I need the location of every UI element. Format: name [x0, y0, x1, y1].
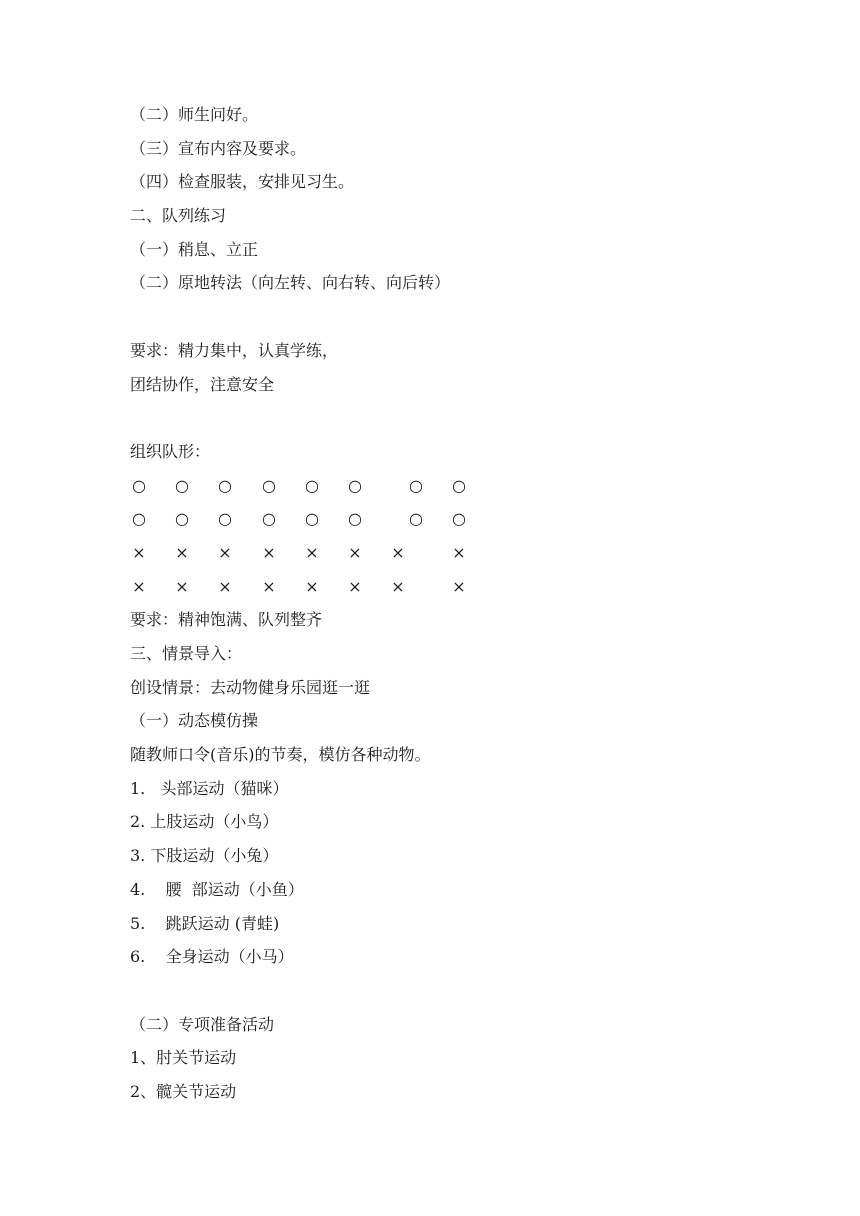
formation-cross-mark: ×: [218, 576, 232, 596]
formation-circle-mark: ○: [305, 475, 319, 495]
formation-cross-mark: ×: [175, 542, 189, 562]
requirement-line: 要求：精力集中，认真学练，: [130, 340, 339, 360]
formation-circle-mark: ○: [348, 475, 362, 495]
formation-cross-mark: ×: [218, 542, 232, 562]
blank-line: [130, 401, 730, 435]
text-line: 随教师口令(音乐)的节奏，模仿各种动物。: [130, 745, 431, 765]
formation-circle-mark: ○: [132, 475, 146, 495]
formation-cross-mark: ×: [391, 576, 405, 596]
list-item: 3. 下肢运动（小兔）: [130, 846, 279, 866]
formation-circle-mark: ○: [175, 509, 189, 529]
formation-diagram: [130, 469, 730, 604]
formation-cross-mark: ×: [305, 576, 319, 596]
list-item: 6. 全身运动（小马）: [130, 947, 294, 967]
formation-cross-mark: ×: [305, 542, 319, 562]
formation-cross-mark: ×: [132, 542, 146, 562]
formation-row: [130, 502, 730, 536]
formation-circle-mark: ○: [262, 475, 276, 495]
requirement-line: 团结协作，注意安全: [130, 374, 275, 394]
formation-circle-mark: ○: [132, 509, 146, 529]
text-line: （二）原地转法（向左转、向右转、向后转）: [130, 273, 451, 293]
subsection-heading: （一）动态模仿操: [130, 711, 259, 731]
formation-row: [130, 469, 730, 503]
formation-row: [130, 570, 730, 604]
formation-cross-mark: ×: [175, 576, 189, 596]
text-line: （一）稍息、立正: [130, 239, 259, 259]
formation-circle-mark: ○: [218, 509, 232, 529]
formation-cross-mark: ×: [348, 576, 362, 596]
list-item: 1. 头部运动（猫咪）: [130, 778, 289, 798]
text-line: （三）宣布内容及要求。: [130, 138, 307, 158]
text-line: （二）师生问好。: [130, 105, 259, 124]
list-item: 4. 腰 部运动（小鱼）: [130, 879, 304, 899]
formation-circle-mark: ○: [409, 475, 423, 495]
section-heading: 二、队列练习: [130, 206, 227, 226]
formation-cross-mark: ×: [348, 542, 362, 562]
list-item: 2、髋关节运动: [130, 1081, 237, 1101]
formation-cross-mark: ×: [262, 542, 276, 562]
subsection-heading: （二）专项准备活动: [130, 1014, 275, 1034]
blank-line: [130, 300, 730, 334]
section-heading: 三、情景导入：: [130, 644, 243, 663]
list-item: 5. 跳跃运动 (青蛙): [130, 913, 280, 933]
formation-circle-mark: ○: [262, 509, 276, 529]
text-line: （四）检查服装，安排见习生。: [130, 172, 355, 192]
formation-circle-mark: ○: [175, 475, 189, 495]
formation-row: [130, 536, 730, 570]
formation-cross-mark: ×: [452, 576, 466, 596]
formation-circle-mark: ○: [409, 509, 423, 529]
formation-circle-mark: ○: [305, 509, 319, 529]
formation-circle-mark: ○: [348, 509, 362, 529]
formation-circle-mark: ○: [452, 509, 466, 529]
list-item: 1、肘关节运动: [130, 1048, 237, 1068]
blank-line: [130, 974, 730, 1008]
formation-circle-mark: ○: [452, 475, 466, 495]
formation-cross-mark: ×: [452, 542, 466, 562]
formation-circle-mark: ○: [218, 475, 232, 495]
requirement-line: 要求：精神饱满、队列整齐: [130, 610, 323, 630]
list-item: 2. 上肢运动（小鸟）: [130, 812, 279, 832]
document-content: [130, 98, 730, 1109]
formation-cross-mark: ×: [391, 542, 405, 562]
formation-cross-mark: ×: [132, 576, 146, 596]
formation-label: 组织队形：: [130, 441, 211, 461]
text-line: 创设情景：去动物健身乐园逛一逛: [130, 677, 371, 697]
formation-cross-mark: ×: [262, 576, 276, 596]
